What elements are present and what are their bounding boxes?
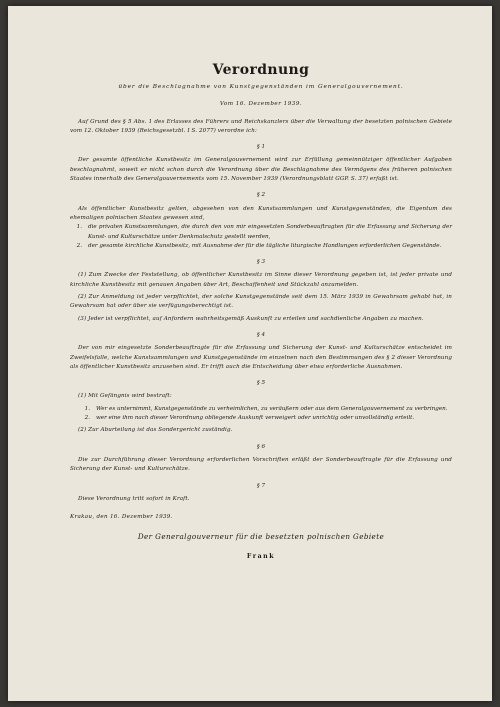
section-5-outro: (2) Zur Aburteilung ist das Sondergericht zuständig. [78,427,233,434]
section-3-para: (3) Jeder ist verpflichtet, auf Anfordern wahrheitsgemäß Auskunft zu erteilen und sachdienliche Angaben zu machen. [78,315,424,322]
date-line: Vom 16. Dezember 1939. [219,101,303,108]
document-subtitle: über die Beschlagnahme von Kunstgegenständen im Generalgouvernement. [118,84,404,90]
list-number: 1. [76,224,82,231]
list-text: der gesamte kirchliche Kunstbesitz, mit Ausnahme der für die tägliche liturgische Handlungen erforderlichen Gegenstände. [88,242,442,249]
list-text: Wer es unternimmt, Kunstgegenstände zu verheimlichen, zu veräußern oder aus dem Generalgouvernement zu verbringen. [96,405,448,412]
list-number: 2. [84,415,90,422]
section-3-para: (2) Zur Anmeldung ist jeder verpflichtet, der solche Kunstgegenstände seit dem 15. März 1939 in Gewahrsam gehabt hat, in Gewahrsam hat oder über sie verfügungsberechtigt ist. [70,294,452,310]
section-4-heading: § 4 [256,331,266,338]
section-6-heading: § 6 [256,443,266,450]
list-number: 1. [84,405,90,412]
section-2-item [70,242,452,251]
list-number: 2. [76,242,82,249]
section-3-heading: § 3 [256,259,266,266]
place-date: Krakau, den 16. Dezember 1939. [70,514,173,521]
preamble: Auf Grund des § 5 Abs. 1 des Erlasses des Führers und Reichskanzlers über die Verwaltung der besetzten polnischen Gebiete vom 12. Oktober 1939 (Reichsgesetzbl. I S. 2077) verordne ich: [70,118,452,134]
section-5-list [70,405,452,424]
section-5-heading: § 5 [256,380,266,387]
section-5-intro: (1) Mit Gefängnis wird bestraft: [78,393,172,400]
section-2-item [70,223,452,242]
section-5-item [78,405,452,414]
document-content [70,62,452,561]
document-title: Verordnung [212,62,310,78]
list-text: die privaten Kunstsammlungen, die durch den von mir eingesetzten Sonderbeauftragten für die Erfassung und Sicherung der Kunst- und Kulturschätze unter Denkmalschutz gestellt werden, [88,224,452,240]
section-2-intro: Als öffentlicher Kunstbesitz gelten, abgesehen von den Kunstsammlungen und Kunstgegenständen, die Eigentum des ehemaligen polnischen Staates gewesen sind, [70,205,452,221]
section-5-item [78,414,452,423]
signature: Frank [246,552,276,560]
section-1-heading: § 1 [256,144,266,151]
signer-title: Der Generalgouverneur für die besetzten polnischen Gebiete [137,532,385,542]
section-1-text: Der gesamte öffentliche Kunstbesitz im Generalgouvernement wird zur Erfüllung gemeinnütziger öffentlicher Aufgaben beschlagnahmt, soweit er nicht schon durch die Verordnung über die Beschlagnahme des Vermögens des früheren polnischen Staates innerhalb des Generalgouvernements vom 15. November 1939 (Verordnungsblatt GGP. S. 37) erfaßt ist. [70,157,452,183]
list-text: wer eine ihm nach dieser Verordnung obliegende Auskunft verweigert oder unrichtig oder unvollständig erteilt. [96,415,415,422]
section-6-text: Die zur Durchführung dieser Verordnung erforderlichen Vorschriften erläßt der Sonderbeauftragte für die Erfassung und Sicherung der Kunst- und Kulturschätze. [70,456,452,473]
section-7-text: Diese Verordnung tritt sofort in Kraft. [78,495,190,502]
section-7-heading: § 7 [256,482,266,489]
section-4-text: Der von mir eingesetzte Sonderbeauftragte für die Erfassung und Sicherung der Kunst- und Kulturschätze entscheidet im Zweifelsfalle, welche Kunstsammlungen und Kunstgegenstände im einzelnen nach den Bestimmungen des § 2 dieser Verordnung als öffentlicher Kunstbesitz anzusehen sind. Er trifft auch die Entscheidung über etwa erforderliche Ausnahmen. [70,345,452,370]
document-page [8,6,492,701]
section-2-heading: § 2 [256,192,266,199]
section-3-para: (1) Zum Zwecke der Feststellung, ob öffentlicher Kunstbesitz im Sinne dieser Verordnung gegeben ist, ist jeder private und kirchliche Kunstbesitz mit genauen Angaben über Art, Beschaffenheit und Stückzahl anzumelden. [70,272,452,288]
